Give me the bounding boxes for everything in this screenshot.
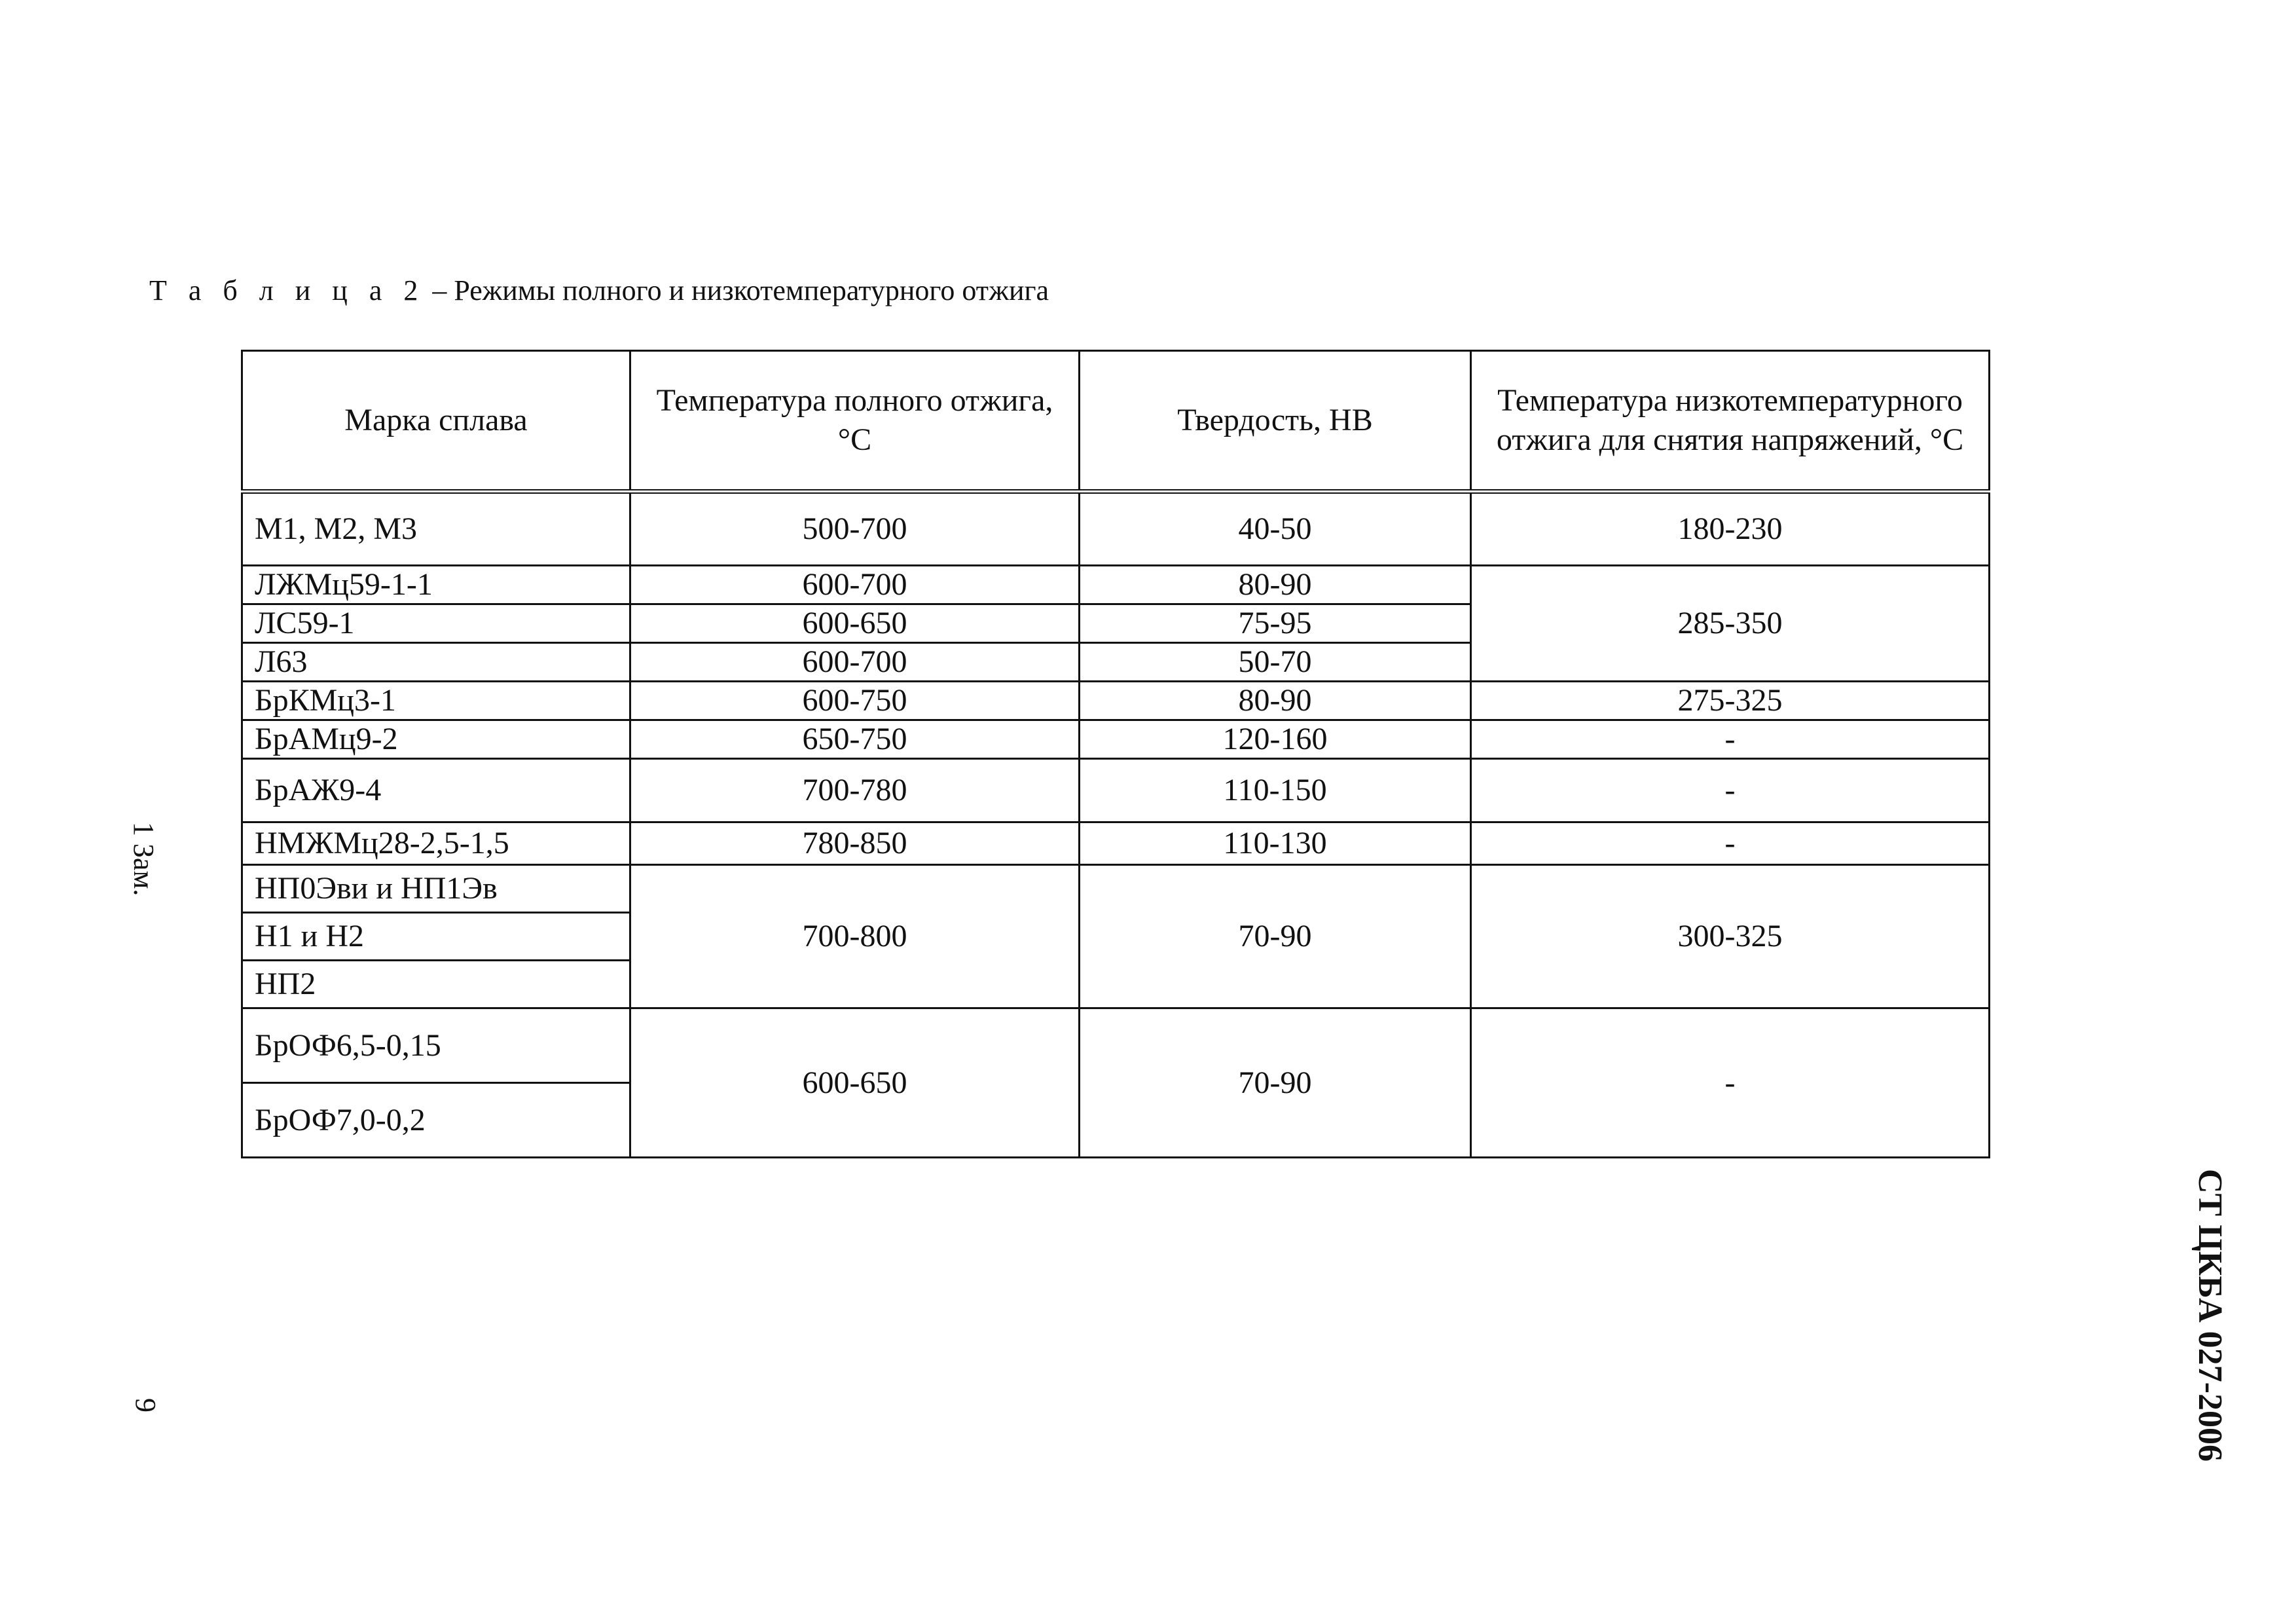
full-anneal-cell: 650-750 bbox=[630, 720, 1080, 759]
low-temp-cell: - bbox=[1471, 759, 1990, 822]
full-anneal-cell: 700-780 bbox=[630, 759, 1080, 822]
table-caption bbox=[149, 274, 1049, 307]
hardness-cell: 80-90 bbox=[1080, 566, 1471, 604]
table-caption-label: Т а б л и ц а 2 bbox=[149, 274, 426, 306]
alloy-cell: М1, М2, М3 bbox=[242, 492, 630, 566]
low-temp-cell: 180-230 bbox=[1471, 492, 1990, 566]
low-temp-cell: - bbox=[1471, 720, 1990, 759]
hardness-cell: 120-160 bbox=[1080, 720, 1471, 759]
page-number: 9 bbox=[130, 1398, 162, 1412]
low-temp-cell: 275-325 bbox=[1471, 682, 1990, 720]
alloy-cell: БрОФ6,5-0,15 bbox=[242, 1008, 630, 1083]
low-temp-cell: 285-350 bbox=[1471, 566, 1990, 682]
hardness-cell: 70-90 bbox=[1080, 865, 1471, 1008]
full-anneal-cell: 600-650 bbox=[630, 604, 1080, 643]
table-row bbox=[242, 720, 1990, 759]
annealing-table bbox=[241, 350, 1990, 1158]
table-header-row bbox=[242, 351, 1990, 492]
low-temp-cell: - bbox=[1471, 1008, 1990, 1158]
table-row bbox=[242, 566, 1990, 604]
hardness-cell: 70-90 bbox=[1080, 1008, 1471, 1158]
hardness-cell: 75-95 bbox=[1080, 604, 1471, 643]
full-anneal-cell: 500-700 bbox=[630, 492, 1080, 566]
hardness-cell: 80-90 bbox=[1080, 682, 1471, 720]
full-anneal-cell: 600-650 bbox=[630, 1008, 1080, 1158]
hardness-cell: 50-70 bbox=[1080, 643, 1471, 682]
low-temp-cell: - bbox=[1471, 822, 1990, 865]
table-row bbox=[242, 682, 1990, 720]
alloy-cell: Л63 bbox=[242, 643, 630, 682]
header-alloy: Марка сплава bbox=[242, 351, 630, 492]
table-caption-text: – Режимы полного и низкотемпературного отжига bbox=[432, 274, 1049, 306]
header-hardness: Твердость, НВ bbox=[1080, 351, 1471, 492]
alloy-cell: ЛС59-1 bbox=[242, 604, 630, 643]
header-low-temp-anneal: Температура низкотемпературного отжига для снятия напряжений, °С bbox=[1471, 351, 1990, 492]
alloy-cell: БрОФ7,0-0,2 bbox=[242, 1083, 630, 1158]
table-row bbox=[242, 865, 1990, 913]
table-row bbox=[242, 759, 1990, 822]
header-full-anneal-temp: Температура полного отжига, °С bbox=[630, 351, 1080, 492]
full-anneal-cell: 780-850 bbox=[630, 822, 1080, 865]
alloy-cell: НМЖМц28-2,5-1,5 bbox=[242, 822, 630, 865]
low-temp-cell: 300-325 bbox=[1471, 865, 1990, 1008]
full-anneal-cell: 600-700 bbox=[630, 643, 1080, 682]
alloy-cell: ЛЖМц59-1-1 bbox=[242, 566, 630, 604]
hardness-cell: 40-50 bbox=[1080, 492, 1471, 566]
hardness-cell: 110-130 bbox=[1080, 822, 1471, 865]
alloy-cell: БрАЖ9-4 bbox=[242, 759, 630, 822]
alloy-cell: БрКМц3-1 bbox=[242, 682, 630, 720]
hardness-cell: 110-150 bbox=[1080, 759, 1471, 822]
document-code: СТ ЦКБА 027-2006 bbox=[2191, 1169, 2229, 1462]
full-anneal-cell: 700-800 bbox=[630, 865, 1080, 1008]
table-row bbox=[242, 492, 1990, 566]
alloy-cell: НП2 bbox=[242, 961, 630, 1008]
table-row bbox=[242, 1008, 1990, 1083]
alloy-cell: НП0Эви и НП1Эв bbox=[242, 865, 630, 913]
alloy-cell: БрАМц9-2 bbox=[242, 720, 630, 759]
table-row bbox=[242, 822, 1990, 865]
alloy-cell: Н1 и Н2 bbox=[242, 913, 630, 961]
full-anneal-cell: 600-700 bbox=[630, 566, 1080, 604]
amendment-note: 1 Зам. bbox=[128, 822, 160, 896]
full-anneal-cell: 600-750 bbox=[630, 682, 1080, 720]
